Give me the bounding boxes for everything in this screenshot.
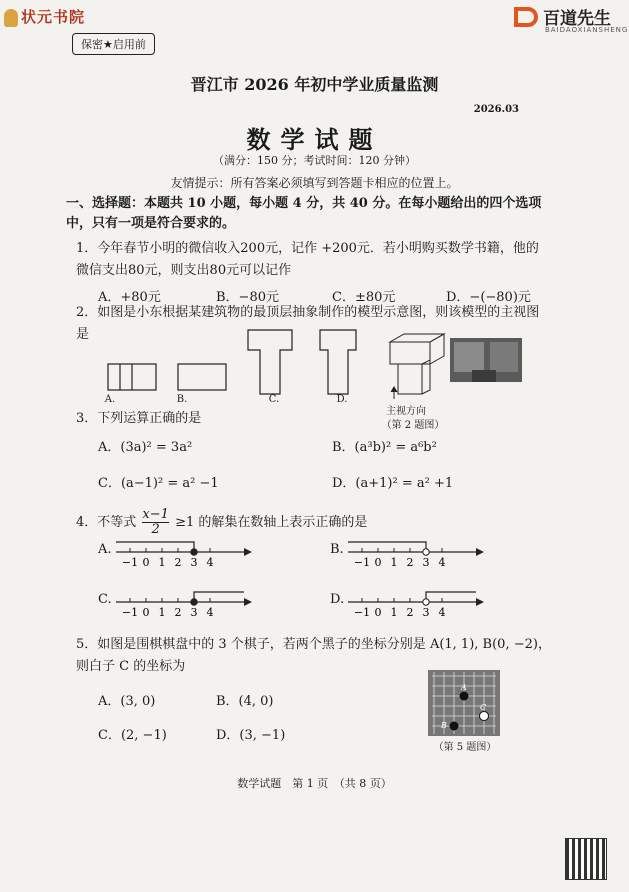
page-footer: 数学试题 第 1 页 （共 8 页） — [237, 777, 392, 790]
q3-option-c: C．(a−1)² = a² −1 — [98, 476, 219, 491]
q4-option-a: A. — [98, 542, 112, 557]
q3-option-a: A．(3a)² = 3a² — [98, 440, 193, 455]
stone-label-c: C — [480, 703, 487, 712]
tick-label: −1 — [121, 556, 139, 569]
exam-date: 2026.03 — [473, 104, 519, 115]
q5-option-c: C．(2, −1) — [98, 728, 167, 743]
secret-badge: 保密★启用前 — [72, 33, 155, 55]
q4-option-b: B. — [330, 542, 344, 557]
q4-number-line-a — [116, 536, 256, 576]
stone-c — [480, 712, 489, 721]
q1-option-d: D．−(−80)元 — [446, 290, 531, 305]
tick-label: 2 — [174, 606, 182, 619]
q2-label-a: A. — [104, 394, 116, 405]
friendly-tip: 友情提示：所有答案必须填写到答题卡相应的位置上。 — [170, 176, 459, 190]
solution-ray — [194, 592, 244, 602]
tick-label: 3 — [190, 556, 198, 569]
tick-label: 3 — [422, 606, 430, 619]
tick-label: 2 — [406, 556, 414, 569]
score-info: （满分：150 分；考试时间：120 分钟） — [213, 154, 416, 167]
tick-label: 2 — [174, 556, 182, 569]
school-logo: 状元书院 — [4, 6, 85, 27]
open-point — [423, 549, 429, 555]
q4-number-line-d — [348, 586, 488, 626]
q4-option-d: D. — [330, 592, 345, 607]
q4-fraction: $\frac{x-1}{2}$ — [142, 507, 169, 537]
q1-option-b: B．−80元 — [216, 290, 279, 305]
qr-code — [565, 838, 607, 880]
q5-go-board — [428, 670, 500, 736]
q5-option-b: B．(4, 0) — [216, 694, 274, 709]
tick-label: 0 — [142, 606, 150, 619]
tick-label: 0 — [142, 556, 150, 569]
tick-label: 3 — [422, 556, 430, 569]
tick-label: −1 — [353, 606, 371, 619]
tick-label: 4 — [206, 556, 214, 569]
question-4-stem: 4．不等式 $\frac{x-1}{2}$ ≥1 的解集在数轴上表示正确的是 — [76, 507, 368, 537]
q4-number-line-b — [348, 536, 488, 576]
axis-arrow-icon — [244, 598, 252, 606]
axis-arrow-icon — [244, 548, 252, 556]
stone-label-a: A — [461, 683, 467, 692]
q5-option-d: D．(3, −1) — [216, 728, 286, 743]
tick-label: 2 — [406, 606, 414, 619]
q2-figure-a — [108, 364, 156, 390]
solution-ray — [116, 542, 194, 552]
q2-figure-d — [320, 330, 356, 394]
q2-building-photo — [450, 338, 522, 382]
q2-figure-b — [178, 364, 226, 390]
brand-mark-icon — [513, 6, 539, 28]
tick-label: 3 — [190, 606, 198, 619]
q3-option-b: B．(a³b)² = a⁶b² — [332, 440, 437, 455]
q5-option-a: A．(3, 0) — [98, 694, 156, 709]
exam-title: 晋江市 2026 年初中学业质量监测 — [190, 75, 439, 94]
stone-b — [450, 722, 459, 731]
q2-model-3d — [390, 334, 444, 399]
subject-title: 数学试题 — [246, 125, 383, 154]
q2-label-c: C. — [268, 394, 280, 405]
q4-option-c: C. — [98, 592, 112, 607]
tick-label: 1 — [158, 606, 166, 619]
tick-label: 0 — [374, 556, 382, 569]
question-1-stem: 1．今年春节小明的微信收入200元，记作 +200元．若小明购买数学书籍，他的微信支出80元，则支出80元可以记作 — [76, 241, 539, 278]
axis-arrow-icon — [476, 598, 484, 606]
q2-direction-label: 主视方向 — [386, 406, 426, 417]
question-5-stem: 5．如图是围棋棋盘中的 3 个棋子，若两个黑子的坐标分别是 A(1, 1), B(0, −2)，则白子 C 的坐标为 — [76, 637, 551, 674]
tick-label: 4 — [206, 606, 214, 619]
q2-label-d: D. — [336, 394, 348, 405]
stone-a — [460, 692, 469, 701]
tick-label: 1 — [158, 556, 166, 569]
q2-label-b: B. — [176, 394, 188, 405]
q4-number-line-c — [116, 586, 256, 626]
solution-ray — [348, 542, 426, 552]
q2-figure-c — [248, 330, 292, 394]
open-point — [423, 599, 429, 605]
question-2-stem: 2．如图是小东根据某建筑物的最顶层抽象制作的模型示意图，则该模型的主视图是 — [76, 305, 540, 342]
q3-option-d: D．(a+1)² = a² +1 — [332, 476, 454, 491]
tick-label: −1 — [353, 556, 371, 569]
q2-figure-label: （第 2 题图） — [381, 420, 445, 431]
tick-label: 4 — [438, 556, 446, 569]
q1-option-a: A．+80元 — [98, 290, 161, 305]
tick-label: 4 — [438, 606, 446, 619]
brand-logo: 百道先生 BAIDAOXIANSHENG — [513, 4, 611, 29]
tick-label: 0 — [374, 606, 382, 619]
stone-label-b: B — [441, 721, 447, 730]
q5-figure-label: （第 5 题图） — [433, 742, 497, 753]
tick-label: 1 — [390, 556, 398, 569]
closed-point — [191, 599, 197, 605]
axis-arrow-icon — [476, 548, 484, 556]
tick-label: 1 — [390, 606, 398, 619]
section-heading: 一、选择题：本题共 10 小题，每小题 4 分，共 40 分。在每小题给出的四个选项中，只有一项是符合要求的。 — [66, 196, 542, 231]
q1-option-c: C．±80元 — [332, 290, 396, 305]
solution-ray — [426, 592, 476, 602]
mascot-icon — [4, 9, 18, 27]
tick-label: −1 — [121, 606, 139, 619]
closed-point — [191, 549, 197, 555]
question-3-stem: 3．下列运算正确的是 — [76, 411, 202, 426]
